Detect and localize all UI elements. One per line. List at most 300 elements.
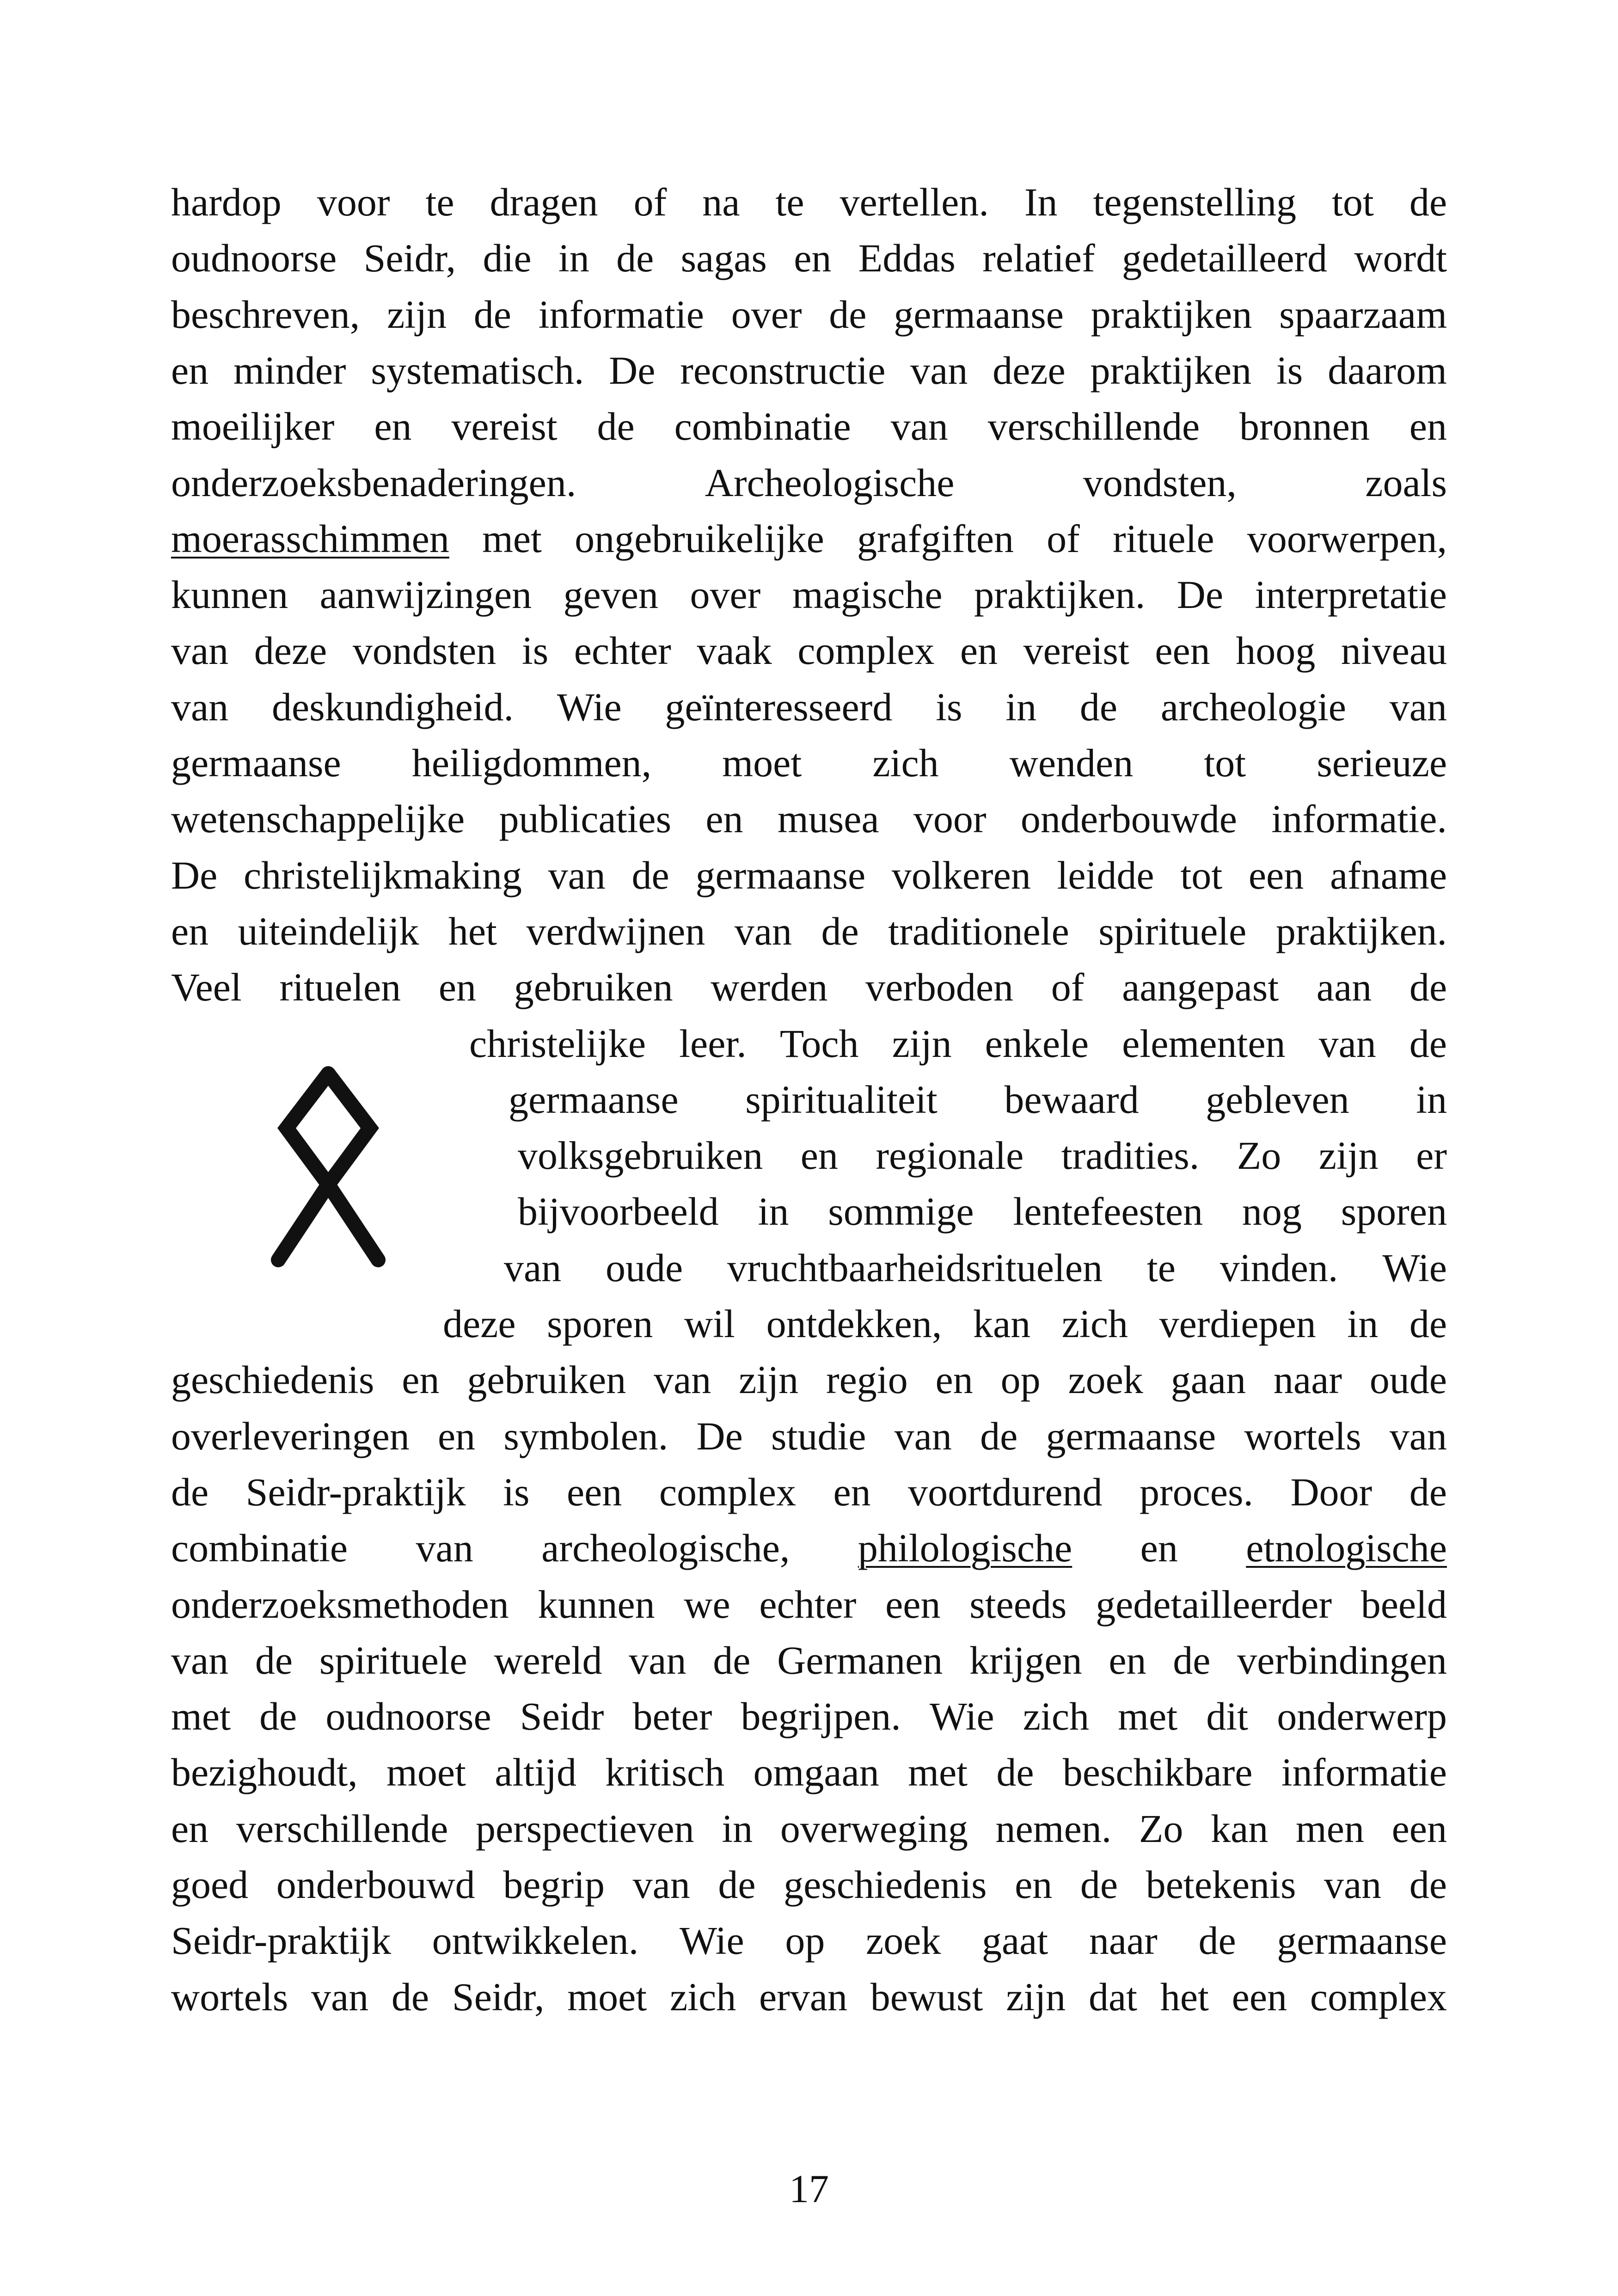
word: bewust bbox=[870, 1975, 983, 2019]
word: christelijkmaking bbox=[244, 853, 522, 897]
word: vertellen. bbox=[840, 180, 989, 224]
word: de bbox=[1079, 685, 1118, 729]
word: de bbox=[996, 1750, 1034, 1794]
word: moet bbox=[386, 1750, 466, 1794]
word: na bbox=[702, 180, 740, 224]
word: oude bbox=[1369, 1357, 1447, 1402]
text-line bbox=[171, 516, 1447, 562]
word: rituele bbox=[1112, 516, 1214, 561]
word: combinatie bbox=[674, 404, 851, 448]
word: naar bbox=[1089, 1918, 1158, 1963]
word: tegenstelling bbox=[1093, 180, 1296, 224]
word: Door bbox=[1290, 1470, 1373, 1514]
word: een bbox=[1391, 1806, 1447, 1851]
word: voorwerpen, bbox=[1247, 516, 1447, 561]
text-line bbox=[171, 1469, 1447, 1515]
word: vereist bbox=[451, 404, 558, 448]
word: een bbox=[1248, 853, 1304, 897]
word: heiligdommen, bbox=[411, 741, 652, 785]
word: De bbox=[171, 853, 218, 897]
word: van bbox=[171, 1638, 229, 1682]
word: Wie bbox=[929, 1694, 994, 1738]
word: praktijken. bbox=[1275, 909, 1447, 953]
word: we bbox=[684, 1582, 730, 1627]
word: of bbox=[633, 180, 667, 224]
word: in bbox=[1347, 1301, 1379, 1346]
word: beschikbare bbox=[1062, 1750, 1253, 1794]
word: de bbox=[829, 292, 867, 337]
word: is bbox=[503, 1470, 530, 1514]
word: van bbox=[311, 1975, 369, 2019]
word: interpretatie bbox=[1255, 572, 1447, 617]
word: de bbox=[821, 909, 859, 953]
rune-stroke-left-leg bbox=[278, 1185, 328, 1260]
text-line bbox=[171, 684, 1447, 730]
word: sporen bbox=[547, 1301, 653, 1346]
word: goed bbox=[171, 1862, 249, 1907]
word: de bbox=[980, 1414, 1018, 1458]
text-line bbox=[171, 852, 1447, 898]
word: relatief bbox=[982, 236, 1095, 280]
word: germaanse bbox=[509, 1077, 679, 1122]
word: en bbox=[800, 1133, 838, 1178]
word: onderzoeksbenaderingen. bbox=[171, 460, 576, 505]
underlined-term: etnologische bbox=[1246, 1526, 1447, 1570]
text-line bbox=[171, 1525, 1447, 1571]
word: in bbox=[1416, 1077, 1447, 1122]
text-line bbox=[171, 1581, 1447, 1627]
word: musea bbox=[777, 797, 879, 841]
word: Zo bbox=[1237, 1133, 1281, 1178]
word: bewaard bbox=[1004, 1077, 1139, 1122]
word: christelijke bbox=[469, 1021, 646, 1066]
word: over bbox=[690, 572, 761, 617]
word: onderzoeksmethoden bbox=[171, 1582, 509, 1627]
word: archeologie bbox=[1160, 685, 1346, 729]
word: Seidr-praktijk bbox=[245, 1470, 466, 1514]
word: tot bbox=[1180, 853, 1223, 897]
word: zijn bbox=[892, 1021, 952, 1066]
word: gebruiken bbox=[467, 1357, 626, 1402]
word: voor bbox=[913, 797, 987, 841]
word: De bbox=[609, 348, 656, 393]
word: Wie bbox=[679, 1918, 744, 1963]
text-line bbox=[518, 1188, 1447, 1234]
underlined-term: philologische bbox=[858, 1526, 1073, 1570]
word: van bbox=[629, 1638, 686, 1682]
word: geven bbox=[563, 572, 658, 617]
word: werden bbox=[711, 965, 828, 1009]
word: zoek bbox=[865, 1918, 941, 1963]
word: de bbox=[259, 1694, 297, 1738]
word: Wie bbox=[1382, 1246, 1447, 1290]
word: van bbox=[632, 1862, 690, 1907]
word: In bbox=[1024, 180, 1058, 224]
word: te bbox=[775, 180, 804, 224]
word: overleveringen bbox=[171, 1414, 410, 1458]
word: bronnen bbox=[1239, 404, 1370, 448]
word: informatie bbox=[1281, 1750, 1447, 1794]
word: de bbox=[1409, 1021, 1447, 1066]
word: archeologische, bbox=[541, 1526, 790, 1570]
word: de bbox=[1173, 1638, 1211, 1682]
word: zich bbox=[669, 1975, 736, 2019]
word: enkele bbox=[985, 1021, 1089, 1066]
word: verdwijnen bbox=[526, 909, 705, 953]
word: van bbox=[416, 1526, 473, 1570]
word: studie bbox=[771, 1414, 866, 1458]
word: oude bbox=[606, 1246, 683, 1290]
text-line bbox=[171, 235, 1447, 281]
word: krijgen bbox=[969, 1638, 1082, 1682]
word: de bbox=[1409, 1470, 1447, 1514]
word: de bbox=[391, 1975, 429, 2019]
word: gedetailleerd bbox=[1122, 236, 1328, 280]
word: magische bbox=[792, 572, 943, 617]
word: grafgiften bbox=[857, 516, 1014, 561]
word: en bbox=[171, 1806, 209, 1851]
word: rituelen bbox=[279, 965, 401, 1009]
rune-stroke-right-leg bbox=[328, 1185, 378, 1260]
word: en bbox=[794, 236, 832, 280]
text-line bbox=[469, 1020, 1447, 1067]
word: tot bbox=[1204, 741, 1246, 785]
word: Eddas bbox=[858, 236, 956, 280]
word: leidde bbox=[1057, 853, 1154, 897]
word: ontdekken, bbox=[766, 1301, 942, 1346]
text-line bbox=[171, 740, 1447, 786]
word: in bbox=[722, 1806, 753, 1851]
word: sommige bbox=[828, 1189, 974, 1234]
word: zich bbox=[1023, 1694, 1090, 1738]
word: De bbox=[1177, 572, 1224, 617]
word: beter bbox=[632, 1694, 712, 1738]
word: niveau bbox=[1341, 628, 1447, 673]
word: Wie bbox=[557, 685, 622, 729]
word: met bbox=[171, 1694, 231, 1738]
word: wil bbox=[684, 1301, 735, 1346]
word: bijvoorbeeld bbox=[518, 1189, 719, 1234]
word: steeds bbox=[969, 1582, 1067, 1627]
text-line bbox=[171, 1805, 1447, 1852]
word: altijd bbox=[495, 1750, 576, 1794]
word: regio bbox=[826, 1357, 908, 1402]
word: de bbox=[1198, 1918, 1236, 1963]
word: ongebruikelijke bbox=[575, 516, 824, 561]
text-line bbox=[171, 291, 1447, 338]
text-line bbox=[171, 1693, 1447, 1739]
word: Seidr, bbox=[452, 1975, 545, 2019]
text-line bbox=[171, 1357, 1447, 1403]
word: vondsten, bbox=[1083, 460, 1237, 505]
word: van bbox=[171, 628, 229, 673]
word: vondsten bbox=[352, 628, 496, 673]
word bbox=[1246, 1525, 1447, 1571]
word: spirituele bbox=[319, 1638, 467, 1682]
word: van bbox=[1389, 1414, 1447, 1458]
word: onderbouwd bbox=[276, 1862, 475, 1907]
word bbox=[171, 516, 449, 562]
word: aanwijzingen bbox=[319, 572, 532, 617]
word: van bbox=[1318, 1021, 1376, 1066]
word: het bbox=[448, 909, 497, 953]
word: informatie bbox=[538, 292, 704, 337]
word: leer. bbox=[679, 1021, 747, 1066]
word: verschillende bbox=[987, 404, 1200, 448]
word: de bbox=[171, 1470, 209, 1514]
word: van bbox=[910, 348, 968, 393]
word: germaanse bbox=[894, 292, 1064, 337]
word: oudnoorse bbox=[171, 236, 337, 280]
word: en bbox=[438, 965, 477, 1009]
word: germaanse bbox=[695, 853, 866, 897]
word: hardop bbox=[171, 180, 282, 224]
word: wortels bbox=[1244, 1414, 1361, 1458]
word: met bbox=[908, 1750, 968, 1794]
word: Seidr-praktijk bbox=[171, 1918, 391, 1963]
page-number: 17 bbox=[789, 2167, 829, 2211]
text-line bbox=[171, 347, 1447, 393]
word: spirituele bbox=[1098, 909, 1247, 953]
word: echter bbox=[759, 1582, 857, 1627]
text-line bbox=[504, 1245, 1447, 1291]
text-line bbox=[171, 964, 1447, 1010]
word: en bbox=[402, 1357, 440, 1402]
word: gaat bbox=[981, 1918, 1048, 1963]
word: van bbox=[504, 1246, 562, 1290]
word: een bbox=[885, 1582, 941, 1627]
word: in bbox=[1005, 685, 1037, 729]
word: geïnteresseerd bbox=[665, 685, 893, 729]
word: de bbox=[255, 1638, 293, 1682]
word: ontwikkelen. bbox=[432, 1918, 639, 1963]
word: betekenis bbox=[1146, 1862, 1296, 1907]
word: is bbox=[521, 628, 549, 673]
word: moet bbox=[567, 1975, 647, 2019]
text-line bbox=[171, 1637, 1447, 1683]
word: en bbox=[705, 797, 743, 841]
text-line bbox=[443, 1301, 1447, 1347]
word: en bbox=[374, 404, 412, 448]
word: de bbox=[631, 853, 669, 897]
word: echter bbox=[574, 628, 671, 673]
word: op bbox=[1000, 1357, 1041, 1402]
word: vereist bbox=[1023, 628, 1129, 673]
word: zoals bbox=[1365, 460, 1447, 505]
word: de bbox=[616, 236, 654, 280]
word: symbolen. bbox=[503, 1414, 668, 1458]
word: die bbox=[483, 236, 532, 280]
word: zijn bbox=[387, 292, 447, 337]
word: en bbox=[1409, 404, 1447, 448]
word: gebruiken bbox=[514, 965, 673, 1009]
text-line bbox=[171, 908, 1447, 954]
word: publicaties bbox=[499, 797, 672, 841]
text-line bbox=[171, 403, 1447, 449]
word: zijn bbox=[1318, 1133, 1379, 1178]
word: volkeren bbox=[891, 853, 1031, 897]
underlined-term: moerasschimmen bbox=[171, 516, 449, 561]
word: is bbox=[936, 685, 962, 729]
word: zijn bbox=[1006, 1975, 1066, 2019]
rune-stroke-diamond bbox=[287, 1074, 370, 1185]
word: een bbox=[1155, 628, 1210, 673]
word: praktijken. bbox=[974, 572, 1146, 617]
word: van bbox=[548, 853, 606, 897]
word: nemen. bbox=[995, 1806, 1112, 1851]
word: in bbox=[758, 1189, 789, 1234]
word: zoek bbox=[1068, 1357, 1143, 1402]
word: gaan bbox=[1171, 1357, 1246, 1402]
word: gedetailleerder bbox=[1096, 1582, 1332, 1627]
word: over bbox=[731, 292, 802, 337]
word: zich bbox=[872, 741, 939, 785]
word: Seidr, bbox=[363, 236, 456, 280]
word: lentefeesten bbox=[1013, 1189, 1203, 1234]
text-line bbox=[171, 460, 1447, 506]
word: Toch bbox=[779, 1021, 859, 1066]
word: de bbox=[1409, 1301, 1447, 1346]
word: wenden bbox=[1009, 741, 1134, 785]
word: van bbox=[654, 1357, 711, 1402]
word: of bbox=[1047, 516, 1080, 561]
word: dit bbox=[1206, 1694, 1249, 1738]
text-line bbox=[171, 1917, 1447, 1964]
word: combinatie bbox=[171, 1526, 348, 1570]
word: serieuze bbox=[1317, 741, 1447, 785]
word: en bbox=[935, 1357, 973, 1402]
word: op bbox=[785, 1918, 825, 1963]
word: uiteindelijk bbox=[238, 909, 419, 953]
word: van bbox=[890, 404, 948, 448]
word: complex bbox=[659, 1470, 796, 1514]
word: kan bbox=[1211, 1806, 1269, 1851]
word: kunnen bbox=[171, 572, 288, 617]
word: spaarzaam bbox=[1279, 292, 1447, 337]
othala-rune-icon bbox=[259, 1063, 398, 1271]
word: praktijken bbox=[1091, 292, 1252, 337]
text-line bbox=[509, 1076, 1447, 1123]
word: de bbox=[597, 404, 635, 448]
word: dragen bbox=[490, 180, 598, 224]
word: deze bbox=[254, 628, 327, 673]
word: er bbox=[1416, 1133, 1447, 1178]
word: de bbox=[713, 1638, 751, 1682]
word: tot bbox=[1332, 180, 1374, 224]
text-line bbox=[518, 1132, 1447, 1179]
word: en bbox=[171, 348, 209, 393]
word: spiritualiteit bbox=[745, 1077, 938, 1122]
word: en bbox=[437, 1414, 476, 1458]
word: reconstructie bbox=[680, 348, 886, 393]
word: of bbox=[1051, 965, 1085, 1009]
word: systematisch. bbox=[371, 348, 584, 393]
word: Archeologische bbox=[705, 460, 955, 505]
word: een bbox=[1232, 1975, 1287, 2019]
text-line bbox=[171, 571, 1447, 618]
word: met bbox=[482, 516, 542, 561]
word: aan bbox=[1316, 965, 1372, 1009]
word: zich bbox=[1061, 1301, 1128, 1346]
word: de bbox=[1409, 965, 1447, 1009]
word: hoog bbox=[1236, 628, 1316, 673]
text-line bbox=[171, 1749, 1447, 1795]
word: verboden bbox=[865, 965, 1014, 1009]
word: de bbox=[718, 1862, 756, 1907]
text-line bbox=[171, 1413, 1447, 1459]
word: perspectieven bbox=[475, 1806, 694, 1851]
word: wetenschappelijke bbox=[171, 797, 465, 841]
word: en bbox=[833, 1470, 871, 1514]
word: deskundigheid. bbox=[271, 685, 514, 729]
word: van bbox=[894, 1414, 952, 1458]
word: wordt bbox=[1354, 236, 1447, 280]
word: onderbouwde bbox=[1020, 797, 1237, 841]
word: het bbox=[1160, 1975, 1209, 2019]
word: van bbox=[734, 909, 792, 953]
word: voortdurend bbox=[908, 1470, 1103, 1514]
text-line bbox=[171, 627, 1447, 674]
word: vaak bbox=[697, 628, 772, 673]
word: en bbox=[1109, 1638, 1146, 1682]
word bbox=[858, 1525, 1072, 1571]
word: en bbox=[1015, 1862, 1053, 1907]
word: complex bbox=[1310, 1975, 1447, 2019]
word: omgaan bbox=[753, 1750, 879, 1794]
word: complex bbox=[797, 628, 935, 673]
word: sagas bbox=[680, 236, 767, 280]
text-line bbox=[171, 796, 1447, 842]
word: beeld bbox=[1361, 1582, 1447, 1627]
word: en bbox=[171, 909, 209, 953]
text-line bbox=[171, 1861, 1447, 1908]
word: traditionele bbox=[888, 909, 1069, 953]
word: deze bbox=[443, 1301, 516, 1346]
word: gebleven bbox=[1206, 1077, 1349, 1122]
word: en bbox=[1140, 1526, 1178, 1570]
word: Germanen bbox=[777, 1638, 943, 1682]
word: beschreven, bbox=[171, 292, 360, 337]
word: ervan bbox=[759, 1975, 847, 2019]
word: elementen bbox=[1122, 1021, 1286, 1066]
word: moeilijker bbox=[171, 404, 335, 448]
word: verdiepen bbox=[1159, 1301, 1316, 1346]
word: kan bbox=[973, 1301, 1031, 1346]
word: germaanse bbox=[1046, 1414, 1216, 1458]
word: met bbox=[1118, 1694, 1178, 1738]
word: verbindingen bbox=[1237, 1638, 1447, 1682]
word: daarom bbox=[1328, 348, 1447, 393]
word: men bbox=[1295, 1806, 1364, 1851]
word: deze bbox=[993, 348, 1066, 393]
word: germaanse bbox=[171, 741, 341, 785]
word: de bbox=[1409, 1862, 1447, 1907]
word: bezighoudt, bbox=[171, 1750, 358, 1794]
word: begrijpen. bbox=[741, 1694, 901, 1738]
word: wortels bbox=[171, 1975, 288, 2019]
word: vruchtbaarheidsrituelen bbox=[727, 1246, 1103, 1290]
word: aangepast bbox=[1122, 965, 1279, 1009]
word: oudnoorse bbox=[325, 1694, 491, 1738]
text-line bbox=[171, 1974, 1447, 2020]
text-line bbox=[171, 179, 1447, 225]
word: praktijken bbox=[1090, 348, 1252, 393]
word: proces. bbox=[1140, 1470, 1253, 1514]
word: minder bbox=[233, 348, 346, 393]
word: een bbox=[567, 1470, 622, 1514]
word: verschillende bbox=[236, 1806, 448, 1851]
word: volksgebruiken bbox=[518, 1133, 763, 1178]
